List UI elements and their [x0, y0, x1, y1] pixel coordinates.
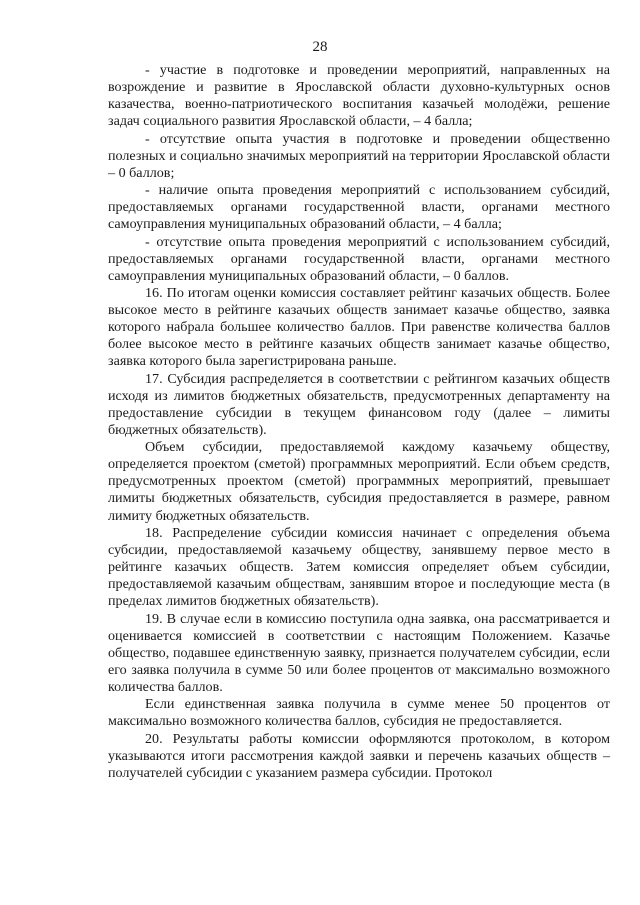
paragraph: 16. По итогам оценки комиссия составляет рейтинг казачьих обществ. Более высокое место в рейтинге казачьих обществ занимает казачье общество, заявка которого набрала большее количество баллов. При равенстве количества баллов более высокое место в рейтинге казачьих обществ занимает казачье общество, заявка которого была зарегистрирована раньше. [108, 284, 610, 370]
document-body [108, 62, 610, 782]
page-number: 28 [312, 39, 328, 55]
paragraph: - наличие опыта проведения мероприятий с использованием субсидий, предоставляемых органами государственной власти, органами местного самоуправления муниципальных образований области, – 4 балла; [108, 182, 610, 233]
paragraph: Если единственная заявка получила в сумме менее 50 процентов от максимально возможного количества баллов, субсидия не предоставляется. [108, 696, 610, 730]
paragraph: - отсутствие опыта участия в подготовке и проведении общественно полезных и социально значимых мероприятий на территории Ярославской области – 0 баллов; [108, 130, 610, 181]
paragraph: 19. В случае если в комиссию поступила одна заявка, она рассматривается и оценивается комиссией в соответствии с настоящим Положением. Казачье общество, подавшее единственную заявку, признается получателем субсидии, если его заявка получила в сумме 50 или более процентов от максимально возможного количества баллов. [108, 610, 610, 695]
paragraph: - отсутствие опыта проведения мероприятий с использованием субсидий, предоставляемых органами государственной власти, органами местного самоуправления муниципальных образований области, – 0 баллов. [108, 233, 610, 284]
paragraph: - участие в подготовке и проведении мероприятий, направленных на возрождение и развитие в Ярославской области духовно-культурных основ казачества, военно-патриотического воспитания казачьей молодёжи, решение задач социального развития Ярославской области, – 4 балла; [108, 62, 610, 130]
paragraph: Объем субсидии, предоставляемой каждому казачьему обществу, определяется проектом (сметой) программных мероприятий. Если объем средств, предусмотренных проектом (сметой) программных мероприятий, превышает лимиты бюджетных обязательств, субсидия предоставляется в размере, равном лимиту бюджетных обязательств. [108, 439, 610, 524]
paragraph: 18. Распределение субсидии комиссия начинает с определения объема субсидии, предоставляемой казачьему обществу, занявшему первое место в рейтинге казачьих обществ. Затем комиссия определяет объем субсидии, предоставляемой казачьим обществам, занявшим второе и последующие места (в пределах лимитов бюджетных обязательств). [108, 524, 610, 610]
paragraph: 20. Результаты работы комиссии оформляются протоколом, в котором указываются итоги рассмотрения каждой заявки и перечень казачьих обществ – получателей субсидии с указанием размера субсидии. Протокол [108, 730, 610, 781]
paragraph: 17. Субсидия распределяется в соответствии с рейтингом казачьих обществ исходя из лимитов бюджетных обязательств, предусмотренных департаменту на предоставление субсидии в текущем финансовом году (далее – лимиты бюджетных обязательств). [108, 370, 610, 438]
